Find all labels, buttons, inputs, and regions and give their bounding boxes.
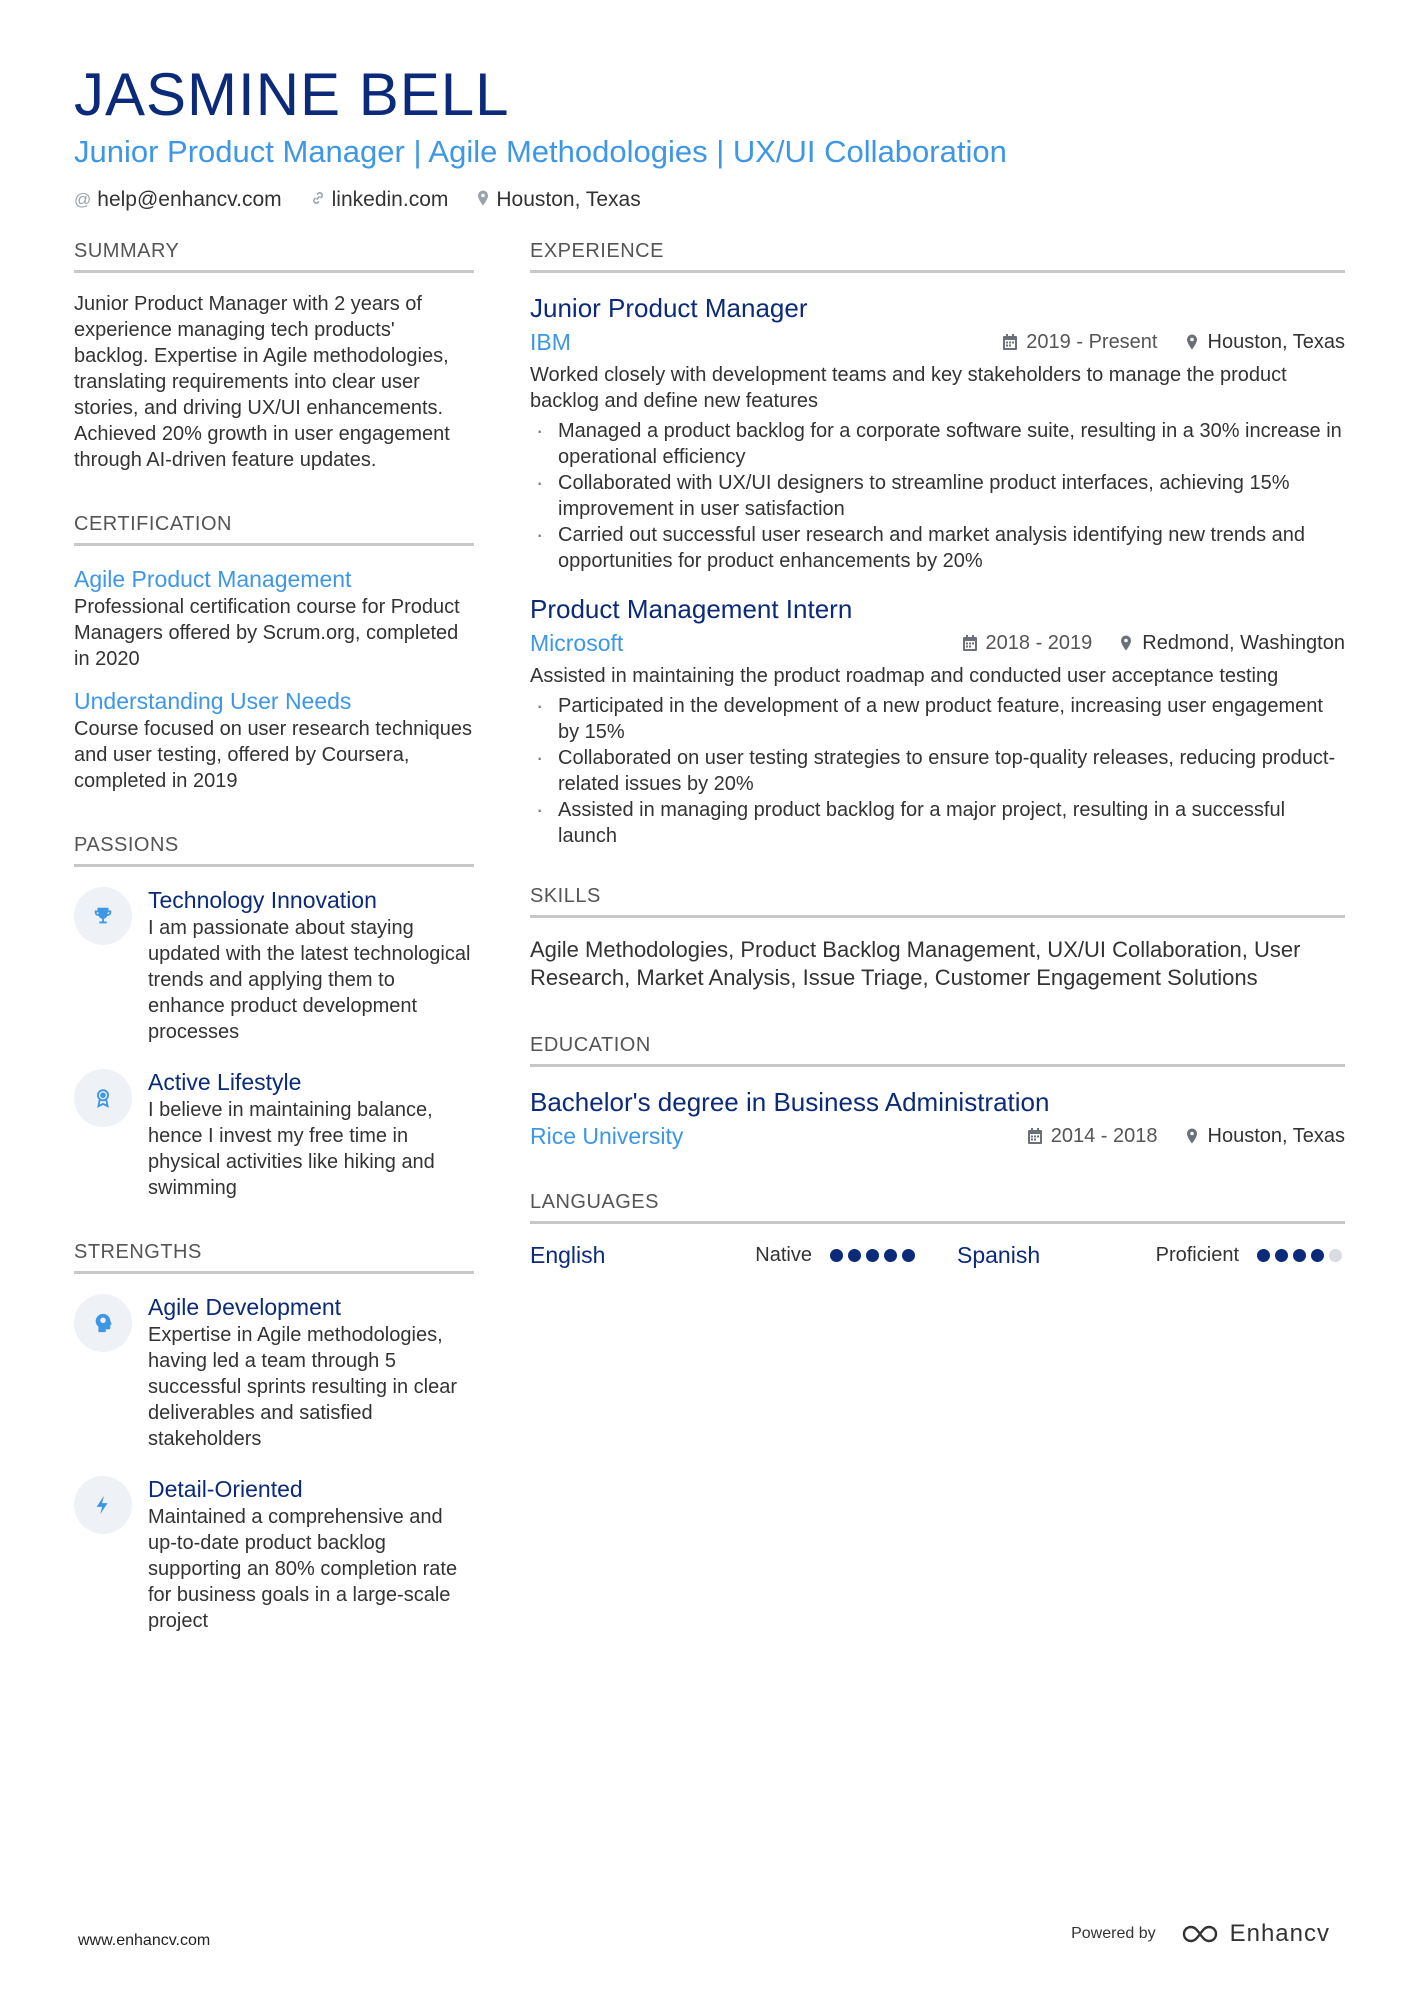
language-level: Proficient	[1155, 1244, 1239, 1266]
job-location	[1184, 331, 1346, 354]
contact-location	[476, 188, 640, 212]
email-text: help@enhancv.com	[97, 188, 282, 211]
bullet-item: · Carried out successful user research and market analysis identifying new trends and opportunities for product enhancements by 20%	[530, 522, 1345, 574]
language-rating	[830, 1249, 915, 1262]
enhancv-logo-icon	[1180, 1923, 1220, 1945]
languages-section	[530, 1191, 1345, 1269]
summary-text: Junior Product Manager with 2 years of experience managing tech products' backlog. Expertise in Agile methodologies, translating requirements into clear user stories, and driving UX/UI enhancements. Achieved 20% growth in user engagement through AI-driven feature updates.	[74, 293, 450, 471]
right-column	[530, 240, 1345, 1309]
date-text: 2014 - 2018	[1050, 1124, 1158, 1147]
job-meta	[962, 632, 1345, 655]
job-entry	[530, 291, 1345, 574]
section-title-education: EDUCATION	[530, 1034, 1345, 1067]
strength-title: Detail-Oriented	[148, 1476, 303, 1502]
passion-item	[74, 885, 474, 1045]
rating-dot-filled	[848, 1249, 861, 1262]
bullet-item: · Managed a product backlog for a corporate software suite, resulting in a 30% increase in operational efficiency	[530, 418, 1345, 470]
location-text: Houston, Texas	[1207, 330, 1345, 353]
at-icon: @	[74, 190, 92, 209]
section-title-passions: PASSIONS	[74, 834, 474, 867]
job-title: Product Management Intern	[530, 594, 853, 624]
calendar-icon	[1027, 1128, 1043, 1144]
education-dates	[1027, 1125, 1158, 1148]
language-item	[957, 1242, 1342, 1269]
resume-header	[74, 60, 1344, 212]
strength-desc: Expertise in Agile methodologies, having led a team through 5 successful sprints resulting in clear deliverables and satisfied stakeholders	[148, 1324, 458, 1450]
brand-name: Enhancv	[1229, 1920, 1330, 1947]
rating-dot-filled	[1293, 1249, 1306, 1262]
language-level: Native	[755, 1244, 812, 1266]
rating-dot-filled	[1257, 1249, 1270, 1262]
job-subheader	[530, 327, 1345, 357]
enhancv-logo[interactable]	[1180, 1920, 1330, 1948]
certification-section	[74, 513, 474, 794]
cert-desc: Professional certification course for Product Managers offered by Scrum.org, completed in 2020	[74, 596, 460, 670]
rating-dot-filled	[1311, 1249, 1324, 1262]
powered-by-text: Powered by	[1071, 1925, 1156, 1942]
job-description: Assisted in maintaining the product roadmap and conducted user acceptance testing	[530, 665, 1279, 687]
passion-title: Technology Innovation	[148, 887, 377, 913]
bullet-item: · Assisted in managing product backlog for a major project, resulting in a successful launch	[530, 797, 1345, 849]
bullet-item: · Participated in the development of a new product feature, increasing user engagement by 15%	[530, 693, 1345, 745]
map-pin-icon	[1118, 635, 1134, 651]
experience-section	[530, 240, 1345, 849]
language-name: English	[530, 1242, 606, 1268]
location-text: Houston, Texas	[496, 188, 641, 211]
cert-desc: Course focused on user research techniques and user testing, offered by Coursera, completed in 2019	[74, 718, 473, 792]
contact-email[interactable]	[74, 188, 282, 212]
rating-dot-filled	[884, 1249, 897, 1262]
strength-item	[74, 1474, 474, 1634]
map-pin-icon	[1184, 334, 1200, 350]
skills-section	[530, 885, 1345, 992]
job-subheader	[530, 628, 1345, 658]
job-dates	[1002, 331, 1157, 354]
summary-section	[74, 240, 474, 473]
skills-text: Agile Methodologies, Product Backlog Management, UX/UI Collaboration, User Research, Market Analysis, Issue Triage, Customer Engagement Solutions	[530, 937, 1301, 990]
job-bullets	[530, 418, 1345, 574]
trophy-icon	[74, 887, 132, 945]
language-item	[530, 1242, 915, 1269]
bullet-item: · Collaborated on user testing strategies to ensure top-quality releases, reducing product-related issues by 20%	[530, 745, 1345, 797]
company-name: Microsoft	[530, 630, 624, 656]
medal-icon	[74, 1069, 132, 1127]
calendar-icon	[962, 635, 978, 651]
contact-bar	[74, 188, 1344, 212]
section-title-languages: LANGUAGES	[530, 1191, 1345, 1224]
link-icon	[310, 190, 326, 211]
section-title-skills: SKILLS	[530, 885, 1345, 918]
section-title-certification: CERTIFICATION	[74, 513, 474, 546]
strengths-section	[74, 1241, 474, 1634]
job-entry	[530, 592, 1345, 849]
contact-linkedin[interactable]	[310, 188, 449, 212]
candidate-name: JASMINE BELL	[74, 61, 510, 128]
lightning-icon	[74, 1476, 132, 1534]
rating-dot-filled	[830, 1249, 843, 1262]
location-text: Redmond, Washington	[1142, 631, 1345, 654]
strength-desc: Maintained a comprehensive and up-to-date product backlog supporting an 80% completion rate for business goals in a large-scale project	[148, 1506, 458, 1632]
date-text: 2019 - Present	[1026, 330, 1158, 353]
map-pin-icon	[1184, 1128, 1200, 1144]
passions-section	[74, 834, 474, 1201]
headline: Junior Product Manager | Agile Methodologies | UX/UI Collaboration	[74, 134, 1007, 169]
education-meta	[1027, 1125, 1345, 1148]
degree-title: Bachelor's degree in Business Administration	[530, 1087, 1050, 1117]
date-text: 2018 - 2019	[985, 631, 1093, 654]
left-column	[74, 240, 474, 1674]
languages-row	[530, 1242, 1345, 1269]
passion-title: Active Lifestyle	[148, 1069, 302, 1095]
passion-desc: I am passionate about staying updated with the latest technological trends and applying them to enhance product development processes	[148, 917, 471, 1043]
passion-desc: I believe in maintaining balance, hence I invest my free time in physical activities like hiking and swimming	[148, 1099, 435, 1199]
location-text: Houston, Texas	[1207, 1124, 1345, 1147]
section-title-experience: EXPERIENCE	[530, 240, 1345, 273]
company-name: IBM	[530, 329, 571, 355]
cert-title: Agile Product Management	[74, 566, 352, 592]
bullet-item: · Collaborated with UX/UI designers to streamline product interfaces, achieving 15% improvement in user satisfaction	[530, 470, 1345, 522]
job-location	[1118, 632, 1345, 655]
job-title: Junior Product Manager	[530, 293, 808, 323]
footer-website[interactable]: www.enhancv.com	[78, 1932, 211, 1949]
education-location	[1184, 1125, 1346, 1148]
cert-title: Understanding User Needs	[74, 688, 352, 714]
map-pin-icon	[476, 190, 490, 211]
job-bullets	[530, 693, 1345, 849]
language-name: Spanish	[957, 1242, 1041, 1268]
calendar-icon	[1002, 334, 1018, 350]
rating-dot-filled	[866, 1249, 879, 1262]
job-meta	[1002, 331, 1345, 354]
section-title-strengths: STRENGTHS	[74, 1241, 474, 1274]
education-section	[530, 1034, 1345, 1151]
rating-dot-filled	[902, 1249, 915, 1262]
rating-dot-filled	[1275, 1249, 1288, 1262]
linkedin-text: linkedin.com	[331, 188, 449, 211]
strength-item	[74, 1292, 474, 1452]
strength-title: Agile Development	[148, 1294, 342, 1320]
section-title-summary: SUMMARY	[74, 240, 474, 273]
job-dates	[962, 632, 1093, 655]
rating-dot-empty	[1329, 1249, 1342, 1262]
head-brain-icon	[74, 1294, 132, 1352]
job-description: Worked closely with development teams and key stakeholders to manage the product backlog and define new features	[530, 364, 1287, 412]
passion-item	[74, 1067, 474, 1201]
school-name: Rice University	[530, 1123, 684, 1149]
footer-branding	[1071, 1920, 1330, 1948]
language-rating	[1257, 1249, 1342, 1262]
education-subheader	[530, 1121, 1345, 1151]
